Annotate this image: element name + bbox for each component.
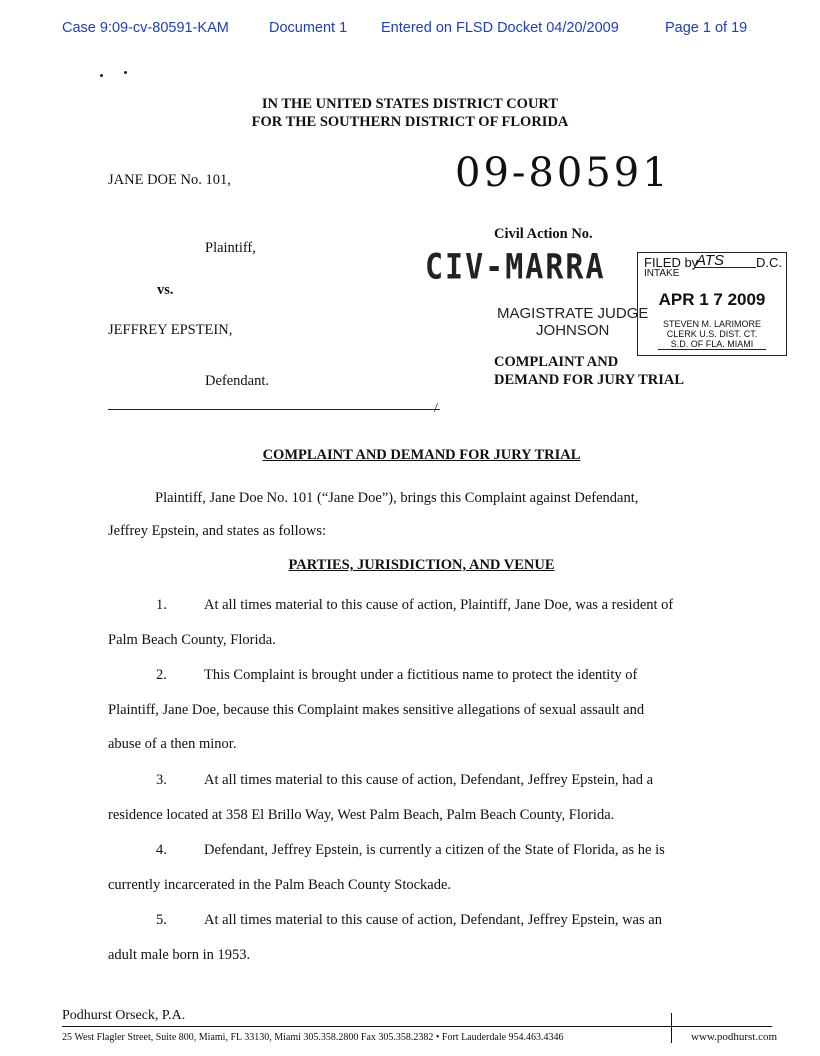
plaintiff-name: JANE DOE No. 101, <box>108 172 231 188</box>
paragraph-5-line-1: At all times material to this cause of action, Defendant, Jeffrey Epstein, was an <box>204 912 662 928</box>
stamp-initials: ATS <box>696 252 725 269</box>
footer-website: www.podhurst.com <box>691 1031 778 1043</box>
paragraph-1-line-1: At all times material to this cause of action, Plaintiff, Jane Doe, was a resident of <box>204 597 674 613</box>
stamp-clerk-line-3: S.D. OF FLA. MIAMI <box>658 339 766 350</box>
versus: vs. <box>157 282 174 298</box>
stamp-date: APR 1 7 2009 <box>658 290 766 309</box>
footer-firm-name: Podhurst Orseck, P.A. <box>62 1008 186 1023</box>
court-line-1: IN THE UNITED STATES DISTRICT COURT <box>261 96 559 112</box>
court-heading <box>0 95 820 131</box>
stamp-dc: D.C. <box>756 255 782 270</box>
header-case-number: Case 9:09-cv-80591-KAM <box>62 20 229 36</box>
stamp-signature-line <box>694 267 756 268</box>
paragraph-2-line-1: This Complaint is brought under a fictitious name to protect the identity of <box>204 667 638 683</box>
paragraph-2-line-3: abuse of a then minor. <box>108 736 237 752</box>
complaint-caption-2: DEMAND FOR JURY TRIAL <box>494 372 685 388</box>
defendant-name: JEFFREY EPSTEIN, <box>108 322 233 338</box>
footer-divider <box>671 1013 672 1043</box>
stamp-clerk-line-2: CLERK U.S. DIST. CT. <box>666 329 758 339</box>
footer-address: 25 West Flagler Street, Suite 800, Miami, FL 33130, Miami 305.358.2800 Fax 305.358.2382 • Fort Lauderdale 954.463.4346 <box>62 1032 564 1043</box>
handwritten-case-number: 09-80591 <box>455 150 671 196</box>
civ-marra-stamp: CIV-MARRA <box>425 247 606 288</box>
paragraph-4-number: 4. <box>156 842 167 858</box>
paragraph-1-line-2: Palm Beach County, Florida. <box>108 632 276 648</box>
paragraph-4-line-2: currently incarcerated in the Palm Beach County Stockade. <box>108 877 452 893</box>
paragraph-3-number: 3. <box>156 772 167 788</box>
scan-speck <box>100 74 103 77</box>
footer-rule <box>62 1026 772 1027</box>
header-document: Document 1 <box>269 20 348 36</box>
stamp-intake: INTAKE <box>644 268 680 279</box>
magistrate-line-1: MAGISTRATE JUDGE <box>497 305 649 322</box>
header-entered: Entered on FLSD Docket 04/20/2009 <box>381 20 619 36</box>
intro-line-2: Jeffrey Epstein, and states as follows: <box>108 523 326 539</box>
stamp-clerk-line-1: STEVEN M. LARIMORE <box>662 319 761 329</box>
magistrate-line-2: JOHNSON <box>536 322 610 339</box>
stamp-clerk <box>638 319 786 350</box>
paragraph-1-number: 1. <box>156 597 167 613</box>
header-page: Page 1 of 19 <box>665 20 748 36</box>
paragraph-5-line-2: adult male born in 1953. <box>108 947 251 963</box>
document-title: COMPLAINT AND DEMAND FOR JURY TRIAL <box>262 447 581 463</box>
paragraph-5-number: 5. <box>156 912 167 928</box>
paragraph-2-line-2: Plaintiff, Jane Doe, because this Complaint makes sensitive allegations of sexual assault and <box>108 702 645 718</box>
filed-stamp <box>637 252 787 356</box>
caption-slash: / <box>434 401 438 416</box>
civil-action-label: Civil Action No. <box>494 226 593 242</box>
scan-speck <box>124 71 127 74</box>
magistrate-stamp <box>497 305 648 339</box>
complaint-caption-1: COMPLAINT AND <box>494 354 619 370</box>
court-line-2: FOR THE SOUTHERN DISTRICT OF FLORIDA <box>251 114 569 130</box>
paragraph-3-line-2: residence located at 358 El Brillo Way, West Palm Beach, Palm Beach County, Florida. <box>108 807 615 823</box>
stamp-filed-by: FILED by <box>644 255 699 270</box>
paragraph-2-number: 2. <box>156 667 167 683</box>
intro-line-1: Plaintiff, Jane Doe No. 101 (“Jane Doe”), brings this Complaint against Defendant, <box>155 490 639 506</box>
caption-rule <box>108 409 440 410</box>
section-heading: PARTIES, JURISDICTION, AND VENUE <box>288 557 555 573</box>
paragraph-4-line-1: Defendant, Jeffrey Epstein, is currently a citizen of the State of Florida, as he is <box>204 842 665 858</box>
defendant-label: Defendant. <box>205 373 270 389</box>
paragraph-3-line-1: At all times material to this cause of action, Defendant, Jeffrey Epstein, had a <box>204 772 654 788</box>
plaintiff-label: Plaintiff, <box>205 240 256 256</box>
